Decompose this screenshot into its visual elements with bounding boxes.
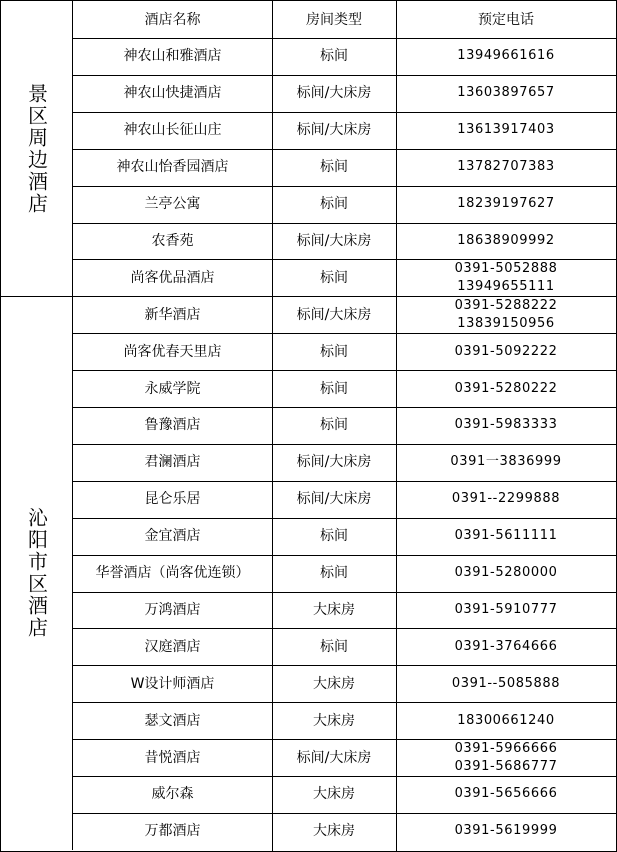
hotel-name: 金宜酒店	[144, 528, 201, 545]
row-divider	[73, 702, 616, 703]
phone-number: 0391-5280222	[454, 380, 558, 396]
hotel-name: 昔悦酒店	[144, 749, 201, 766]
hotel-name: 昆仑乐居	[144, 491, 201, 508]
room-type: 大床房	[313, 786, 355, 803]
phone-cell	[396, 665, 616, 702]
phone-number: 0391-5656666	[454, 786, 558, 802]
phone-number: 0391--2299888	[451, 491, 561, 507]
row-divider	[73, 296, 616, 297]
room-type: 标间/大床房	[296, 749, 372, 766]
room-type: 标间	[320, 159, 348, 176]
room-type: 大床房	[313, 823, 355, 840]
group-label	[1, 1, 73, 296]
header-type: 房间类型	[306, 11, 362, 28]
column-divider	[396, 1, 397, 851]
phone-cell	[396, 296, 616, 333]
phone-cell	[396, 112, 616, 149]
phone-cell	[396, 813, 616, 850]
phone-cell	[396, 481, 616, 518]
header-phone: 预定电话	[478, 11, 534, 28]
row-divider	[73, 186, 616, 187]
phone-cell	[396, 555, 616, 592]
room-type: 标间/大床房	[296, 122, 372, 139]
room-type: 标间	[320, 638, 348, 655]
row-divider	[73, 555, 616, 556]
row-divider	[73, 75, 616, 76]
phone-cell	[396, 259, 616, 296]
row-divider	[73, 628, 616, 629]
row-divider	[73, 333, 616, 334]
row-divider	[73, 813, 616, 814]
phone-number: 0391-5288222	[454, 297, 558, 313]
room-type: 标间	[320, 417, 348, 434]
phone-number: 18300661240	[457, 712, 555, 728]
hotel-name: W设计师酒店	[130, 675, 215, 692]
group-label-text: 景区周边酒店	[24, 82, 49, 215]
phone-number: 13603897657	[457, 85, 555, 101]
phone-number: 0391--5085888	[451, 675, 561, 691]
room-type: 标间	[320, 380, 348, 397]
phone-number: 0391-5092222	[454, 343, 558, 359]
row-divider	[73, 38, 616, 39]
phone-cell	[396, 333, 616, 370]
phone-cell	[396, 592, 616, 629]
phone-cell	[396, 38, 616, 75]
phone-number: 0391-3764666	[454, 638, 558, 654]
phone-cell	[396, 739, 616, 776]
row-divider	[73, 223, 616, 224]
room-type: 标间	[320, 528, 348, 545]
row-divider	[73, 518, 616, 519]
phone-cell	[396, 186, 616, 223]
hotel-name: 尚客优春天里店	[123, 343, 222, 360]
hotel-name: 万鸿酒店	[144, 601, 201, 618]
phone-number: 13949655111	[457, 278, 555, 294]
phone-cell	[396, 702, 616, 739]
hotel-name: 永威学院	[144, 380, 201, 397]
phone-cell	[396, 149, 616, 186]
phone-number: 13782707383	[457, 159, 555, 175]
phone-number: 0391-5966666	[454, 740, 558, 756]
group-label	[1, 296, 73, 850]
row-divider	[73, 444, 616, 445]
hotel-name: 华誉酒店（尚客优连锁）	[95, 565, 250, 582]
phone-cell	[396, 776, 616, 813]
hotel-name: 新华酒店	[144, 306, 201, 323]
phone-cell	[396, 518, 616, 555]
room-type: 标间	[320, 565, 348, 582]
row-divider	[73, 370, 616, 371]
room-type: 标间/大床房	[296, 306, 372, 323]
row-divider	[73, 481, 616, 482]
hotel-name: 神农山长征山庄	[123, 122, 222, 139]
hotel-name: 兰亭公寓	[144, 196, 201, 213]
phone-number: 0391-5983333	[454, 417, 558, 433]
hotel-name: 尚客优品酒店	[130, 269, 215, 286]
hotel-name: 鲁豫酒店	[144, 417, 201, 434]
row-divider	[73, 739, 616, 740]
hotel-name: 君澜酒店	[144, 454, 201, 471]
hotel-name: 威尔森	[151, 786, 194, 803]
row-divider	[73, 112, 616, 113]
phone-number: 0391-5611111	[454, 528, 558, 544]
phone-number: 13613917403	[457, 122, 555, 138]
hotel-name: 万都酒店	[144, 823, 201, 840]
room-type: 标间	[320, 343, 348, 360]
phone-cell	[396, 628, 616, 665]
phone-cell	[396, 444, 616, 481]
hotel-name: 神农山快捷酒店	[123, 85, 222, 102]
phone-number: 18638909992	[457, 232, 555, 248]
room-type: 标间/大床房	[296, 491, 372, 508]
row-divider	[73, 665, 616, 666]
room-type: 标间	[320, 48, 348, 65]
row-divider	[73, 592, 616, 593]
phone-number: 13839150956	[457, 315, 555, 331]
room-type: 大床房	[313, 712, 355, 729]
column-divider	[272, 1, 273, 851]
phone-cell	[396, 223, 616, 260]
hotel-name: 瑟文酒店	[144, 712, 201, 729]
phone-cell	[396, 370, 616, 407]
room-type: 大床房	[313, 675, 355, 692]
group-label-text: 沁阳市区酒店	[24, 507, 49, 640]
room-type: 标间	[320, 196, 348, 213]
row-divider	[73, 149, 616, 150]
row-divider	[73, 776, 616, 777]
phone-number: 0391-5619999	[454, 823, 558, 839]
hotel-name: 汉庭酒店	[144, 638, 201, 655]
hotel-name: 神农山和雅酒店	[123, 48, 222, 65]
phone-cell	[396, 407, 616, 444]
phone-number: 0391-5910777	[454, 601, 558, 617]
phone-number: 0391-5280000	[454, 565, 558, 581]
room-type: 标间/大床房	[296, 454, 372, 471]
phone-number: 0391一3836999	[450, 454, 562, 470]
phone-number: 18239197627	[457, 196, 555, 212]
room-type: 标间/大床房	[296, 232, 372, 249]
room-type: 标间/大床房	[296, 85, 372, 102]
phone-cell	[396, 75, 616, 112]
room-type: 大床房	[313, 601, 355, 618]
row-divider	[73, 259, 616, 260]
room-type: 标间	[320, 269, 348, 286]
phone-number: 13949661616	[457, 48, 555, 64]
hotel-name: 农香苑	[151, 232, 194, 249]
phone-number: 0391-5052888	[454, 260, 558, 276]
phone-number: 0391-5686777	[454, 758, 558, 774]
row-divider	[73, 407, 616, 408]
header-name: 酒店名称	[144, 11, 201, 28]
hotel-name: 神农山怡香园酒店	[116, 159, 229, 176]
